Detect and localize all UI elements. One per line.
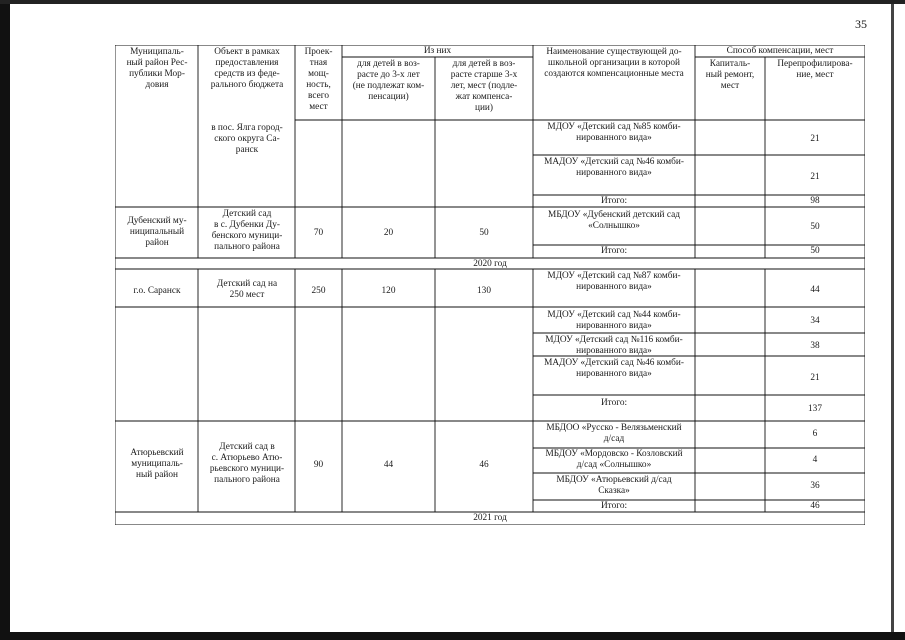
reprofile-value: 36 — [810, 481, 820, 491]
region-saransk: г.о. Саранск — [133, 286, 181, 296]
header-reprofiling: Перепрофилирова- ние, мест — [777, 59, 853, 80]
org-name: МДОУ «Детский сад №85 комби- нированного вида» — [547, 122, 681, 143]
reprofile-value: 34 — [810, 316, 820, 326]
header-region: Муниципаль- ный район Рес- публики Мор- довия — [126, 47, 188, 90]
over3-value: 46 — [479, 460, 489, 470]
org-name: МАДОУ «Детский сад №46 комби- нированного вида» — [544, 157, 684, 178]
region-atyurevo: Атюрьевский муниципаль- ный район — [130, 448, 184, 480]
total-value: 98 — [810, 196, 820, 206]
reprofile-value: 38 — [810, 341, 820, 351]
compensation-table — [115, 45, 865, 525]
reprofile-value: 21 — [810, 134, 820, 144]
year-2021-band: 2021 год — [473, 513, 507, 523]
under3-value: 120 — [381, 286, 396, 296]
org-name: МБДОУ «Атюрьевский д/сад Сказка» — [556, 475, 672, 496]
header-compensation: Способ компенсации, мест — [726, 46, 834, 56]
reprofile-value: 44 — [810, 285, 820, 295]
reprofile-value: 50 — [810, 222, 820, 232]
total-value: 50 — [810, 246, 820, 256]
total-label: Итого: — [600, 246, 628, 256]
reprofile-value: 21 — [810, 373, 820, 383]
header-object: Объект в рамках предоставления средств из феде- рального бюджета — [210, 47, 284, 90]
header-capacity: Проек- тная мощ- ность, всего мест — [304, 47, 333, 112]
object-atyurevo: Детский сад в с. Атюрьево Атю- рьевского муници- пального района — [209, 442, 285, 485]
org-name: МДОУ «Детский сад №116 комби- нированного вида» — [545, 335, 683, 356]
reprofile-value: 6 — [812, 429, 818, 439]
org-name: МБДОУ «Дубенский детский сад «Солнышко» — [548, 210, 680, 231]
header-over-3: для детей в воз- расте старше 3-х лет, мест (подле- жат компенса- ции) — [450, 59, 518, 113]
under3-value: 44 — [383, 460, 394, 470]
over3-value: 50 — [479, 228, 489, 238]
under3-value: 20 — [383, 228, 394, 238]
org-name: МДОУ «Детский сад №44 комби- нированного вида» — [547, 310, 681, 331]
capacity-value: 250 — [311, 286, 326, 296]
page-number: 35 — [855, 17, 867, 31]
header-org-name: Наименование существующей до- школьной организации в которой создаются компенсационные места — [544, 47, 684, 79]
region-dubenki: Дубенский му- ниципальный район — [127, 216, 187, 248]
header-of-them: Из них — [423, 46, 452, 56]
total-label: Итого: — [600, 196, 628, 206]
org-name: МБДОО «Русско - Велязьменский д/сад — [546, 423, 682, 444]
total-label: Итого: — [600, 501, 628, 511]
total-value: 46 — [810, 501, 820, 511]
reprofile-value: 21 — [810, 172, 820, 182]
header-under-3: для детей в воз- расте до 3-х лет (не подлежат ком- пенсации) — [352, 59, 425, 102]
object-yalga: в пос. Ялга город- ского округа Са- ранск — [211, 123, 283, 155]
org-name: МБДОУ «Мордовско - Козловский д/сад «Солнышко» — [545, 449, 683, 470]
org-name: МАДОУ «Детский сад №46 комби- нированного вида» — [544, 358, 684, 379]
capacity-value: 90 — [313, 460, 324, 470]
total-value: 137 — [808, 404, 822, 414]
org-name: МДОУ «Детский сад №87 комби- нированного вида» — [547, 271, 681, 292]
reprofile-value: 4 — [812, 455, 818, 465]
over3-value: 130 — [477, 286, 491, 296]
year-2020-band: 2020 год — [473, 259, 507, 269]
object-dubenki: Детский сад в с. Дубенки Ду- бенского муници- пального района — [211, 209, 283, 252]
total-label: Итого: — [600, 398, 628, 408]
header-capital-repair: Капиталь- ный ремонт, мест — [705, 59, 755, 91]
object-saransk: Детский сад на 250 мест — [216, 279, 278, 300]
capacity-value: 70 — [313, 228, 324, 238]
